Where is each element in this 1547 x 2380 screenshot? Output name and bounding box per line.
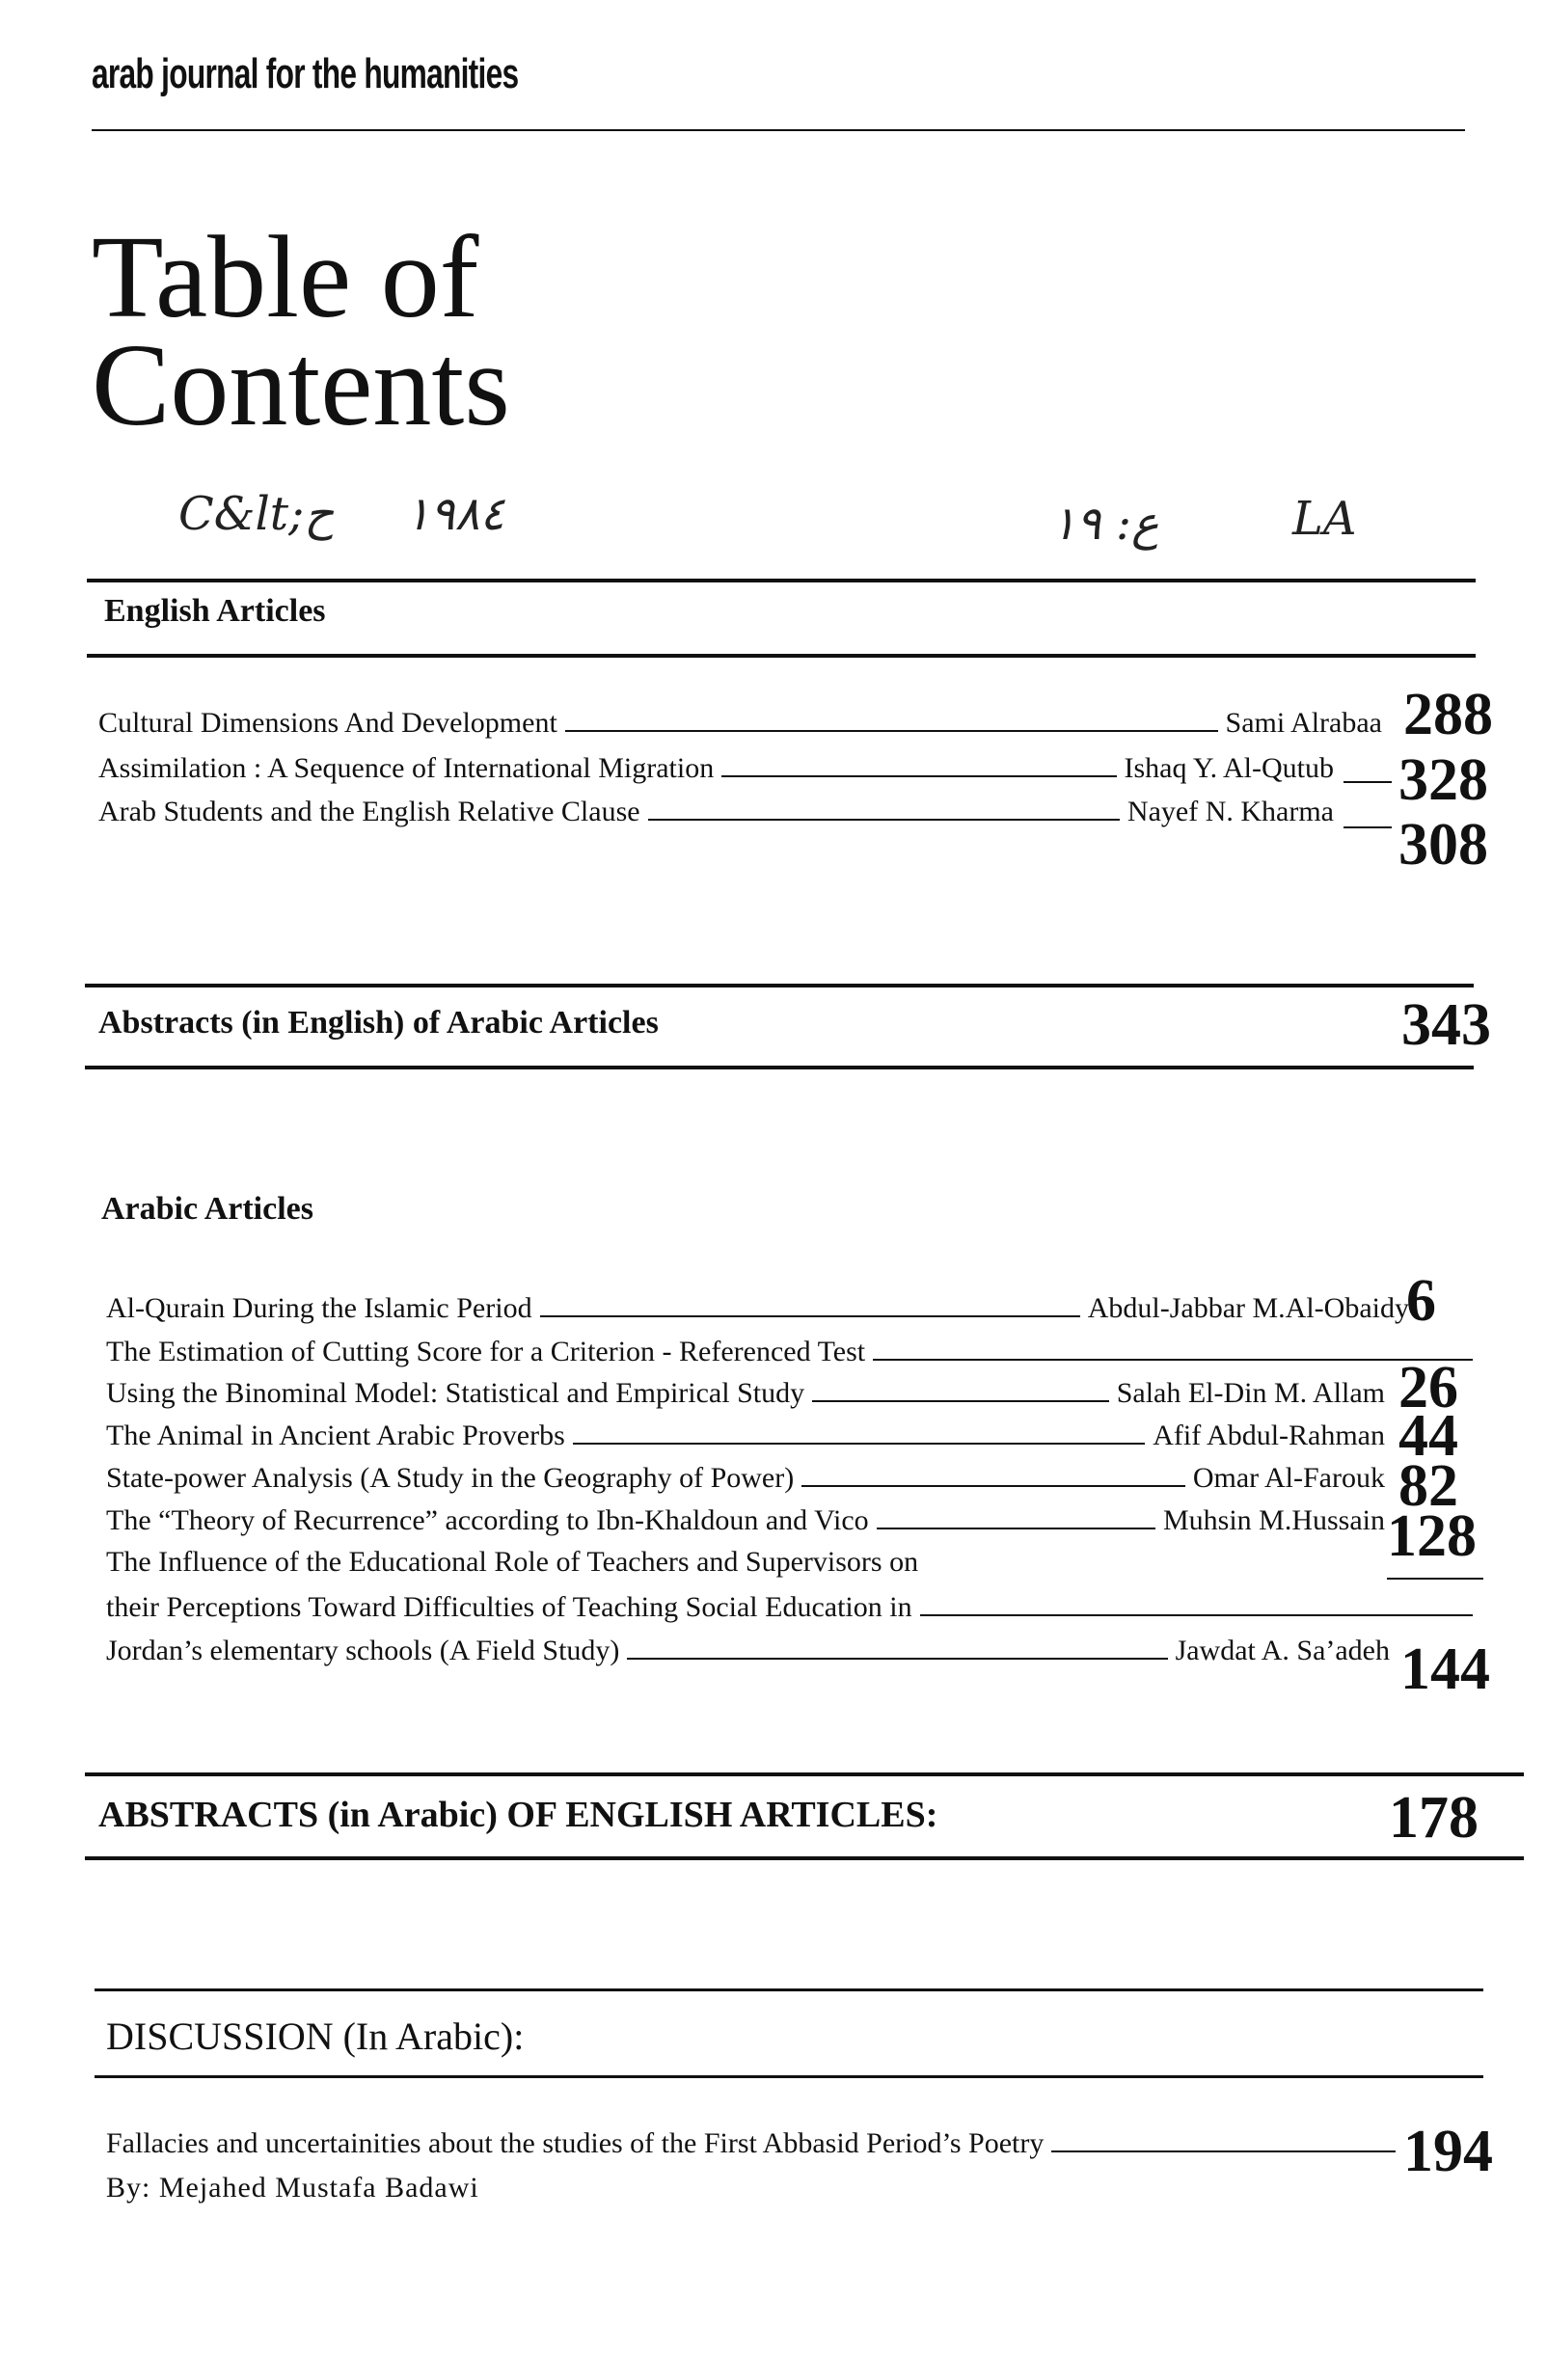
arabic-entry-9 [106, 1635, 1394, 1667]
english-articles-heading: English Articles [104, 593, 326, 629]
abstracts-arabic-heading: ABSTRACTS (in Arabic) OF ENGLISH ARTICLES: [98, 1795, 938, 1835]
dot-leader [540, 1315, 1080, 1317]
handwritten-note-4: LA [1292, 492, 1357, 546]
arabic-entry-6 [106, 1504, 1389, 1537]
english-articles-bottom-rule [87, 654, 1476, 658]
entry-title: Cultural Dimensions And Development [98, 707, 557, 739]
handwritten-note-2: ١٩٨٤ [405, 487, 505, 541]
entry-title: Fallacies and uncertainities about the studies of the First Abbasid Period’s Poetry [106, 2127, 1045, 2159]
entry-title: The Estimation of Cutting Score for a Criterion - Referenced Test [106, 1336, 866, 1367]
dot-leader [801, 1485, 1185, 1487]
english-entry-3-page: 308 [1398, 812, 1488, 878]
dot-leader [873, 1359, 1473, 1361]
abstracts-english-heading: Abstracts (in English) of Arabic Articles [98, 1005, 659, 1041]
dot-leader [565, 730, 1218, 732]
arabic-entry-1-page: 6 [1406, 1268, 1436, 1334]
entry-author: Muhsin M.Hussain [1162, 1504, 1385, 1536]
arabic-entry-8 [106, 1591, 1480, 1624]
entry-author: Afif Abdul-Rahman [1153, 1420, 1385, 1451]
english-entry-3 [98, 796, 1338, 828]
discussion-bottom-rule [95, 2075, 1483, 2078]
arabic-entry-5-page: 82 [1398, 1453, 1458, 1519]
abstracts-arabic-bottom-rule [85, 1856, 1524, 1860]
entry-title: Arab Students and the English Relative Clause [98, 796, 640, 827]
entry-title: Al-Qurain During the Islamic Period [106, 1292, 532, 1324]
abstracts-english-page: 343 [1401, 992, 1491, 1058]
arabic-entry-4-page: 44 [1398, 1403, 1458, 1469]
dot-leader [627, 1658, 1167, 1660]
entry-author: Jawdat A. Sa’adeh [1175, 1635, 1390, 1666]
entry-title: The Animal in Ancient Arabic Proverbs [106, 1420, 565, 1451]
entry-author: Abdul-Jabbar M.Al-Obaidy [1087, 1292, 1409, 1324]
arabic-entry-3-page: 26 [1398, 1355, 1458, 1420]
arabic-entry-9-page: 144 [1400, 1636, 1490, 1702]
english-entry-2 [98, 752, 1338, 785]
english-entry-1 [98, 707, 1386, 740]
page-title [92, 212, 510, 450]
discussion-top-rule [95, 1988, 1483, 1991]
handwritten-note-1: C&lt;ح [178, 487, 335, 541]
entry-author: Omar Al-Farouk [1192, 1462, 1385, 1494]
arabic-entry-2 [106, 1336, 1480, 1368]
dot-leader [920, 1614, 1473, 1616]
entry-title: The “Theory of Recurrence” according to Ibn-Khaldoun and Vico [106, 1504, 869, 1536]
dash-leader [1343, 826, 1392, 828]
arabic-entry-1 [106, 1292, 1413, 1325]
abstracts-arabic-top-rule [85, 1772, 1524, 1776]
english-entry-1-page: 288 [1403, 682, 1493, 747]
entry-title: Assimilation : A Sequence of International Migration [98, 752, 715, 784]
arabic-entry-5 [106, 1462, 1389, 1495]
abstracts-arabic-page: 178 [1389, 1785, 1479, 1851]
entry-author: Sami Alrabaa [1225, 707, 1382, 739]
header-rule [92, 129, 1465, 131]
dot-leader [1051, 2150, 1396, 2152]
journal-name: arab journal for the humanities [92, 50, 519, 97]
entry-title: State-power Analysis (A Study in the Geography of Power) [106, 1462, 795, 1494]
entry-author: Salah El-Din M. Allam [1116, 1377, 1385, 1409]
dash-leader [1343, 781, 1392, 783]
english-articles-top-rule [87, 579, 1476, 582]
entry-title: their Perceptions Toward Difficulties of Teaching Social Education in [106, 1591, 912, 1623]
handwritten-note-3: ع: ١٩ [1051, 497, 1159, 551]
entry-title: Jordan’s elementary schools (A Field Study) [106, 1635, 620, 1666]
discussion-byline: By: Mejahed Mustafa Badawi [106, 2172, 479, 2204]
arabic-articles-heading: Arabic Articles [101, 1191, 313, 1227]
abstracts-english-top-rule [85, 984, 1474, 987]
arabic-entry-7-line-1: The Influence of the Educational Role of Teachers and Supervisors on [106, 1546, 919, 1578]
title-line-2: Contents [92, 320, 510, 450]
arabic-entry-6-page: 128 [1387, 1503, 1477, 1569]
discussion-heading-text: DISCUSSION (In Arabic): [106, 2015, 525, 2058]
title-line-1: Table of [92, 212, 479, 342]
entry-author: Nayef N. Kharma [1126, 796, 1334, 827]
entry-title: Using the Binominal Model: Statistical and Empirical Study [106, 1377, 805, 1409]
abstracts-english-bottom-rule [85, 1066, 1474, 1069]
discussion-entry [106, 2127, 1403, 2160]
dot-leader [648, 819, 1120, 821]
dot-leader [812, 1400, 1109, 1402]
dot-leader [573, 1443, 1145, 1445]
entry-author: Ishaq Y. Al-Qutub [1124, 752, 1334, 784]
dot-leader [877, 1528, 1155, 1529]
entry-7-underline [1387, 1578, 1483, 1580]
english-entry-2-page: 328 [1398, 747, 1488, 813]
arabic-entry-3 [106, 1377, 1389, 1410]
dot-leader [721, 775, 1116, 777]
discussion-page: 194 [1403, 2119, 1493, 2184]
discussion-heading [106, 2014, 524, 2059]
arabic-entry-4 [106, 1420, 1389, 1452]
